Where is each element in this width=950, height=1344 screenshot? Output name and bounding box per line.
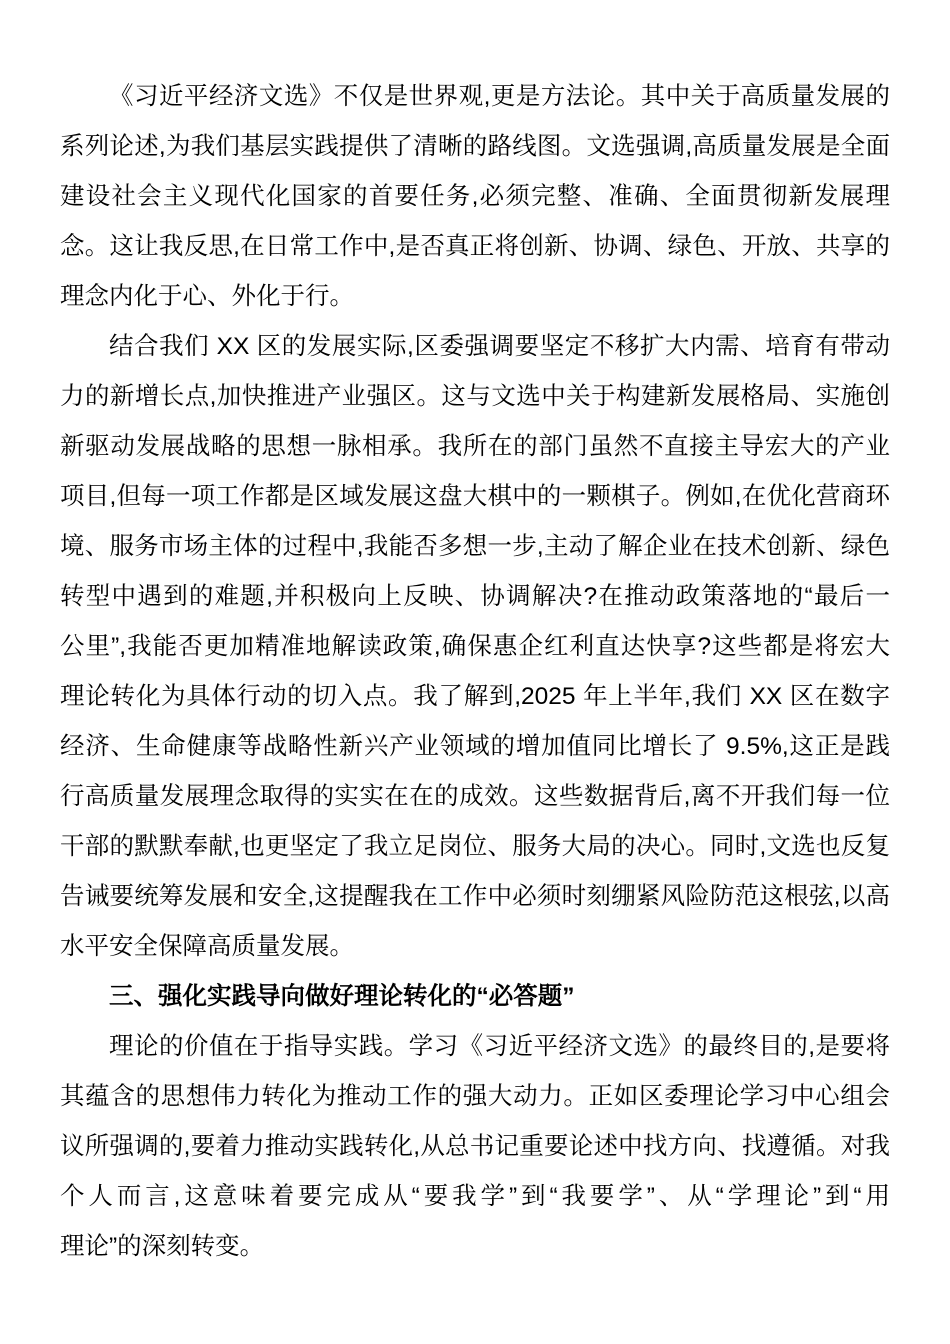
text-line: 公里”,我能否更加精准地解读政策,确保惠企红利直达快享?这些都是将宏大 bbox=[60, 633, 890, 660]
text-line: 行高质量发展理念取得的实实在在的成效。这些数据背后,离不开我们每一位 bbox=[60, 783, 890, 810]
text-line: 境、服务市场主体的过程中,我能否多想一步,主动了解企业在技术创新、绿色 bbox=[60, 533, 890, 560]
text-line: 建设社会主义现代化国家的首要任务,必须完整、准确、全面贯彻新发展理 bbox=[60, 183, 890, 210]
paragraph-1 bbox=[60, 72, 890, 322]
text-line: 系列论述,为我们基层实践提供了清晰的路线图。文选强调,高质量发展是全面 bbox=[60, 133, 890, 160]
text-line: 议所强调的,要着力推动实践转化,从总书记重要论述中找方向、找遵循。对我 bbox=[60, 1133, 890, 1160]
text-line: 干部的默默奉献,也更坚定了我立足岗位、服务大局的决心。同时,文选也反复 bbox=[60, 833, 890, 860]
text-line: 告诫要统筹发展和安全,这提醒我在工作中必须时刻绷紧风险防范这根弦,以高 bbox=[60, 883, 890, 910]
text-line: 理论”的深刻转变。 bbox=[60, 1233, 265, 1260]
text-line: 理论转化为具体行动的切入点。我了解到,2025 年上半年,我们 XX 区在数字 bbox=[60, 683, 890, 710]
text-line: 水平安全保障高质量发展。 bbox=[60, 933, 354, 960]
text-line: 结合我们 XX 区的发展实际,区委强调要坚定不移扩大内需、培育有带动 bbox=[109, 333, 890, 360]
text-line: 经济、生命健康等战略性新兴产业领域的增加值同比增长了 9.5%,这正是践 bbox=[60, 733, 890, 760]
paragraph-3 bbox=[60, 1022, 890, 1272]
text-line: 念。这让我反思,在日常工作中,是否真正将创新、协调、绿色、开放、共享的 bbox=[60, 233, 890, 260]
paragraph-2 bbox=[60, 322, 890, 972]
text-line: 新驱动发展战略的思想一脉相承。我所在的部门虽然不直接主导宏大的产业 bbox=[60, 433, 890, 460]
section-heading-3: 三、强化实践导向做好理论转化的“必答题” bbox=[109, 983, 575, 1010]
text-line: 理念内化于心、外化于行。 bbox=[60, 283, 354, 310]
text-line: 个人而言,这意味着要完成从“要我学”到“我要学”、从“学理论”到“用 bbox=[60, 1183, 890, 1210]
text-line: 《习近平经济文选》不仅是世界观,更是方法论。其中关于高质量发展的 bbox=[109, 83, 890, 110]
text-line: 理论的价值在于指导实践。学习《习近平经济文选》的最终目的,是要将 bbox=[109, 1033, 890, 1060]
text-line: 力的新增长点,加快推进产业强区。这与文选中关于构建新发展格局、实施创 bbox=[60, 383, 890, 410]
text-line: 项目,但每一项工作都是区域发展这盘大棋中的一颗棋子。例如,在优化营商环 bbox=[60, 483, 890, 510]
text-line: 其蕴含的思想伟力转化为推动工作的强大动力。正如区委理论学习中心组会 bbox=[60, 1083, 890, 1110]
text-line: 转型中遇到的难题,并积极向上反映、协调解决?在推动政策落地的“最后一 bbox=[60, 583, 890, 610]
